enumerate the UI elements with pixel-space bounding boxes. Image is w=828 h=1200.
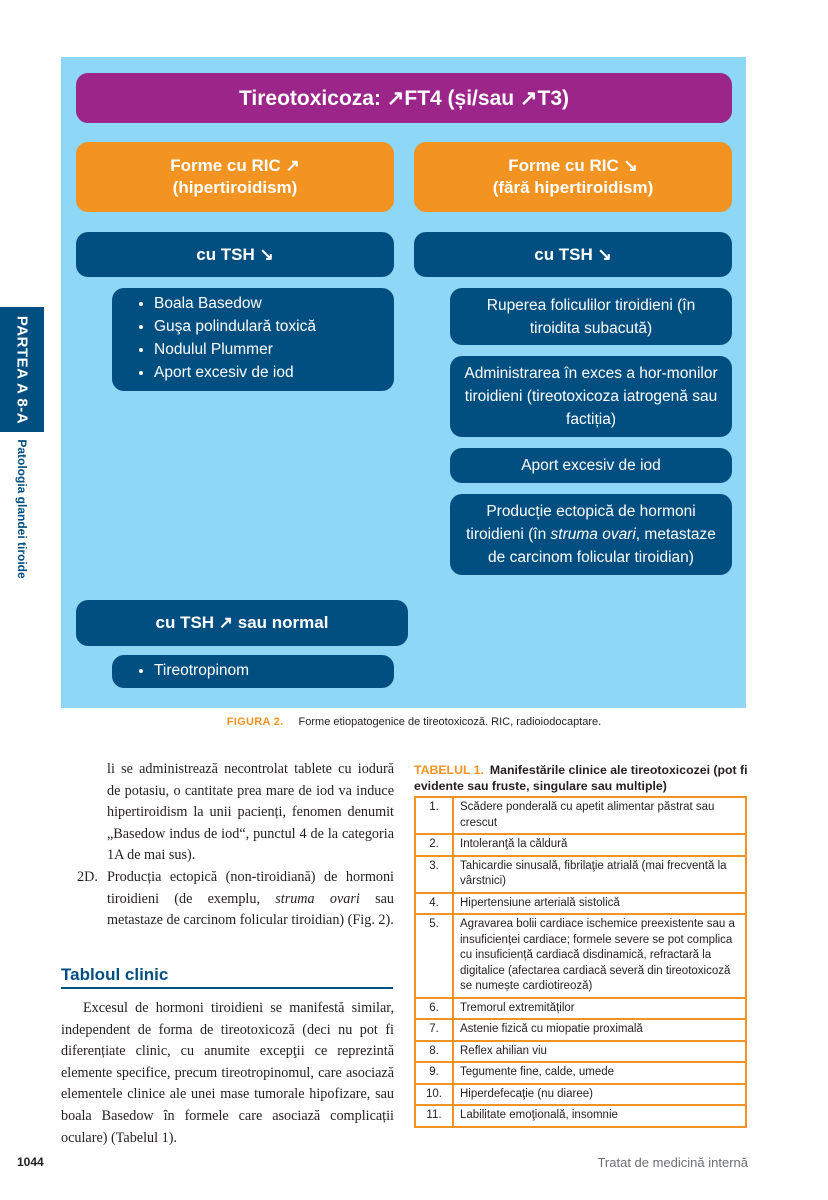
list-item: • Boala Basedow <box>154 292 382 315</box>
left-tsh-low-list <box>130 292 382 384</box>
table-row <box>415 1062 746 1084</box>
list-item: • Aport excesiv de iod <box>154 361 382 384</box>
table-row <box>415 797 746 834</box>
right-box-ectopic <box>450 494 732 575</box>
row-number: 7. <box>415 1019 453 1041</box>
row-number: 3. <box>415 856 453 893</box>
row-number: 9. <box>415 1062 453 1084</box>
right-box-rupture <box>450 288 732 345</box>
right-box-rupture-text: Ruperea foliculilor tiroidieni (în tiroidita subacută) <box>486 296 696 337</box>
table-row <box>415 1019 746 1041</box>
left-tsh-high-list-box <box>112 655 394 688</box>
table-row <box>415 914 746 998</box>
row-text: Tegumente fine, calde, umede <box>453 1062 746 1084</box>
ric-low-header <box>414 142 732 212</box>
chapter-side-label <box>0 434 44 584</box>
right-tsh-low-label: cu TSH ↘ <box>534 244 612 264</box>
ric-high-line1: Forme cu RIC ↗ <box>170 156 300 175</box>
row-text: Tremorul extremităților <box>453 998 746 1020</box>
row-number: 2. <box>415 834 453 856</box>
ric-low-line1: Forme cu RIC ↘ <box>508 156 638 175</box>
row-text: Labilitate emoţională, insomnie <box>453 1105 746 1127</box>
left-tsh-high-label: cu TSH ↗ sau normal <box>155 613 329 632</box>
right-box-iodine-text: Aport excesiv de iod <box>521 457 661 474</box>
right-box-ectopic-text: Producție ectopică de hormoni tiroidieni (în struma ovari, metastaze de carcinom folicular tiroidian) <box>466 503 716 566</box>
ric-high-header <box>76 142 394 212</box>
item-2d-text: Producția ectopică (non-tiroidiană) de hormoni tiroidieni (de exemplu, struma ovari sau metastaze de carcinom folicular tiroidian) (Fig. 2). <box>107 869 394 929</box>
body-paragraph-1: li se administrează necontrolat tablete cu iodură de potasiu, o cantitate prea mare de iod va induce hipertiroidism la unii pacienți, fenomen denumit „Basedow indus de iod“, punctul 4 de la categoria 1A de mai sus). <box>107 761 394 864</box>
row-number: 10. <box>415 1084 453 1106</box>
table-row <box>415 1084 746 1106</box>
page-number: 1044 <box>17 1155 44 1169</box>
figure-2-flowchart <box>61 57 746 708</box>
list-item: • Tireotropinom <box>154 659 382 682</box>
left-tsh-low-box <box>76 232 394 277</box>
table-label: TABELUL 1. <box>414 763 484 777</box>
left-tsh-high-list <box>130 659 382 682</box>
left-tsh-high-box <box>76 600 408 646</box>
row-text: Reflex ahilian viu <box>453 1041 746 1063</box>
table-row <box>415 834 746 856</box>
row-number: 4. <box>415 893 453 915</box>
body-paragraph-2: Excesul de hormoni tiroidieni se manifestă similar, independent de forma de tireotoxicoză (deci nu pot fi diferențiate clinic, cu anumite excepţii ce reprezintă elemente specifice, precum tireotropinomul, care asociază elementele clinice ale unei mase tumorale hipofizare, sau boala Basedow în formele care asociază complicații oculare) (Tabelul 1). <box>61 1000 394 1146</box>
right-tsh-low-box <box>414 232 732 277</box>
table-row <box>415 1041 746 1063</box>
ric-high-line2: (hipertiroidism) <box>172 178 298 197</box>
table-row <box>415 1105 746 1127</box>
list-item: • Guşa polindulară toxică <box>154 315 382 338</box>
tireotoxicoza-title-box <box>76 73 732 123</box>
row-text: Hiperdefecaţie (nu diaree) <box>453 1084 746 1106</box>
chapter-label: Patologia glandei tiroide <box>15 439 29 579</box>
row-text: Hipertensiune arterială sistolică <box>453 893 746 915</box>
book-title: Tratat de medicină internă <box>597 1155 748 1170</box>
part-label: PARTEA A 8-A <box>13 315 31 424</box>
section-title-tabloul-clinic: Tabloul clinic <box>61 965 393 989</box>
table-row <box>415 998 746 1020</box>
item-2d-label: 2D. <box>77 869 98 885</box>
left-tsh-low-label: cu TSH ↘ <box>196 244 274 264</box>
tireotoxicoza-title: Tireotoxicoza: ↗FT4 (și/sau ↗T3) <box>238 86 570 110</box>
ric-low-line2: (fără hipertiroidism) <box>492 178 654 197</box>
figure-caption-text: Forme etiopatogenice de tireotoxicoză. RIC, radioiodocaptare. <box>298 716 602 728</box>
row-text: Tahicardie sinusală, fibrilaţie atrială (mai frecventă la vârstnici) <box>453 856 746 893</box>
row-number: 6. <box>415 998 453 1020</box>
table-row <box>415 856 746 893</box>
row-number: 5. <box>415 914 453 998</box>
table-title-text: Manifestările clinice ale tireotoxicozei (pot fi evidente sau fruste, singulare sau multiple) <box>414 763 748 793</box>
right-box-iodine <box>450 448 732 483</box>
figure-caption <box>0 716 828 728</box>
left-tsh-low-list-box <box>112 288 394 391</box>
table-title <box>414 762 748 794</box>
body-item-2d <box>77 867 394 932</box>
row-number: 8. <box>415 1041 453 1063</box>
row-text: Scădere ponderală cu apetit alimentar păstrat sau crescut <box>453 797 746 834</box>
clinical-manifestations-table <box>414 796 747 1128</box>
row-text: Astenie fizică cu miopatie proximală <box>453 1019 746 1041</box>
figure-caption-label: FIGURA 2. <box>226 716 284 728</box>
right-box-iatrogenic-text: Administrarea în exces a hor-monilor tiroidieni (tireotoxicoza iatrogenă sau factiția) <box>464 365 718 428</box>
row-number: 1. <box>415 797 453 834</box>
part-side-tab <box>0 307 44 432</box>
right-box-iatrogenic <box>450 356 732 437</box>
table-row <box>415 893 746 915</box>
row-text: Intoleranţă la căldură <box>453 834 746 856</box>
list-item: • Nodulul Plummer <box>154 338 382 361</box>
row-number: 11. <box>415 1105 453 1127</box>
row-text: Agravarea bolii cardiace ischemice preexistente sau a insuficienței cardiace; formele severe se pot complica cu insuficiență cardiacă disdinamică, refractară la digitalice (afectarea cardiacă severă din tireotoxicoză se numește cardiotireoză) <box>453 914 746 998</box>
